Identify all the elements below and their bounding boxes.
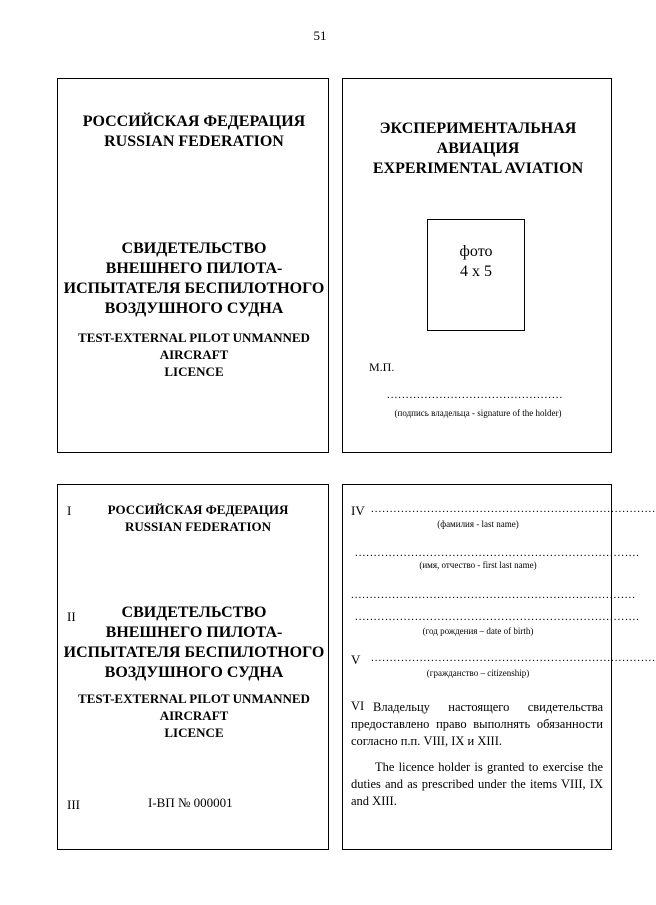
signature-caption: (подпись владельца - signature of the holder) <box>394 408 562 418</box>
inner-cert-en-line-2: AIRCRAFT <box>159 708 229 723</box>
inner-title-ru: РОССИЙСКАЯ ФЕДЕРАЦИЯ <box>107 502 289 517</box>
licence-inner-right-card <box>342 484 656 850</box>
birth-date-caption: (год рождения – date of birth) <box>422 626 534 636</box>
inner-cert-en-line-3: LICENCE <box>164 725 224 740</box>
aviation-title-ru-line-1: ЭКСПЕРИМЕНТАЛЬНАЯ <box>379 120 577 137</box>
inner-cert-ru-line-3: ИСПЫТАТЕЛЯ БЕСПИЛОТНОГО <box>63 644 325 661</box>
rights-paragraph-en: The licence holder is granted to exercise the duties and as prescribed under the items VIII, IX and XIII. <box>351 760 603 808</box>
photo-card <box>342 78 612 453</box>
item-number-vi: VI <box>351 699 365 713</box>
last-name-caption: (фамилия - last name) <box>437 519 519 529</box>
rights-paragraph-ru: Владельцу настоящего свидетельства предоставлено право выполнять обязанности согласно п.п. VIII, IX и XIII. <box>351 700 603 748</box>
cover-title-ru: РОССИЙСКАЯ ФЕДЕРАЦИЯ <box>82 113 306 130</box>
aviation-title-ru-line-2: АВИАЦИЯ <box>436 140 520 157</box>
inner-cert-ru-line-4: ВОЗДУШНОГО СУДНА <box>104 664 284 681</box>
citizenship-line: ............................................................................ <box>371 652 656 664</box>
photo-placeholder <box>427 219 525 331</box>
cover-cert-ru-line-3: ИСПЫТАТЕЛЯ БЕСПИЛОТНОГО <box>63 280 325 297</box>
cover-cert-en-line-2: AIRCRAFT <box>159 347 229 362</box>
inner-cert-ru-line-1: СВИДЕТЕЛЬСТВО <box>121 604 267 621</box>
item-number-i: I <box>67 503 72 518</box>
first-name-caption: (имя, отчество - first last name) <box>419 560 537 570</box>
photo-label: фото <box>459 243 493 260</box>
inner-title-en: RUSSIAN FEDERATION <box>124 519 272 534</box>
item-number-iii: III <box>67 797 80 812</box>
licence-inner-left-card <box>57 484 329 850</box>
cover-cert-ru-line-2: ВНЕШНЕГО ПИЛОТА- <box>105 260 283 277</box>
inner-cert-en-line-1: TEST-EXTERNAL PILOT UNMANNED <box>78 691 310 706</box>
item-number-ii: II <box>67 609 76 624</box>
cover-title-en: RUSSIAN FEDERATION <box>104 133 284 150</box>
last-name-line: ............................................................................ <box>371 503 656 515</box>
cover-cert-en-line-1: TEST-EXTERNAL PILOT UNMANNED <box>78 330 310 345</box>
page-number: 51 <box>313 28 327 43</box>
extra-line: ............................................................................ <box>351 589 636 601</box>
birth-date-line: ............................................................................ <box>355 611 640 623</box>
inner-cert-ru-line-2: ВНЕШНЕГО ПИЛОТА- <box>105 624 283 641</box>
stamp-label: М.П. <box>369 360 395 374</box>
licence-number: I-ВП № 000001 <box>148 795 233 810</box>
citizenship-caption: (гражданство – citizenship) <box>426 668 530 678</box>
cover-cert-en-line-3: LICENCE <box>164 364 224 379</box>
cover-cert-ru-line-1: СВИДЕТЕЛЬСТВО <box>121 240 267 257</box>
photo-size: 4 x 5 <box>460 263 492 280</box>
item-number-iv: IV <box>351 503 365 518</box>
cover-cert-ru-line-4: ВОЗДУШНОГО СУДНА <box>104 300 284 317</box>
first-name-line: ............................................................................ <box>355 547 640 559</box>
licence-cover-card <box>57 78 329 453</box>
signature-line: ............................................... <box>387 389 564 401</box>
item-number-v: V <box>351 652 361 667</box>
aviation-title-en: EXPERIMENTAL AVIATION <box>372 160 584 177</box>
